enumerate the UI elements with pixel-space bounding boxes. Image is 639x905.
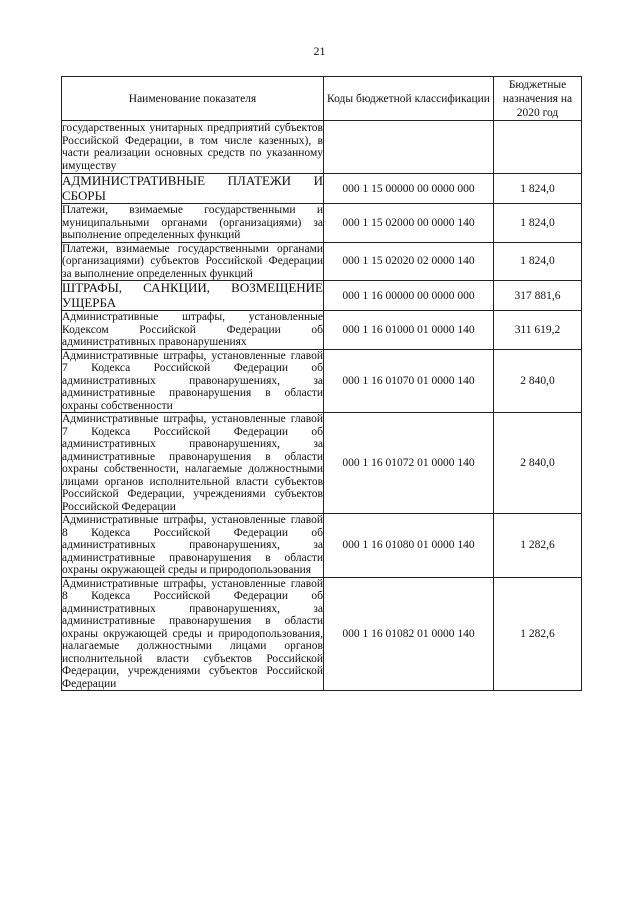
row-name: ШТРАФЫ, САНКЦИИ, ВОЗМЕЩЕНИЕ УЩЕРБА <box>62 280 323 310</box>
row-code: 000 1 16 00000 00 0000 000 <box>324 281 494 311</box>
row-code: 000 1 16 01070 01 0000 140 <box>324 349 494 413</box>
table-row <box>62 121 582 174</box>
table-row <box>62 281 582 311</box>
row-amount: 1 282,6 <box>494 514 582 578</box>
row-name: Административные штрафы, установленные главой 8 Кодекса Российской Федерации об административных правонарушениях, за административные правонарушения в области охраны окружающей среды и природопользования <box>62 514 323 576</box>
row-name: Платежи, взимаемые государственными и муниципальными органами (организациями) за выполнение определенных функций <box>62 204 323 241</box>
row-name: Платежи, взимаемые государственными органами (организациями) субъектов Российской Федерации за выполнение определенных функций <box>62 242 323 280</box>
row-name: Административные штрафы, установленные главой 7 Кодекса Российской Федерации об административных правонарушениях, за административные правонарушения в области охраны собственности, налагаемые должностными лицами органов исполнительной власти субъектов Российской Федерации, учреждениями субъектов Российской Федерации <box>62 413 323 513</box>
row-code: 000 1 15 00000 00 0000 000 <box>324 174 494 204</box>
row-name: АДМИНИСТРАТИВНЫЕ ПЛАТЕЖИ И СБОРЫ <box>62 173 323 203</box>
row-code: 000 1 16 01000 01 0000 140 <box>324 311 494 350</box>
row-name: Административные штрафы, установленные Кодексом Российской Федерации об административных правонарушениях <box>62 311 323 348</box>
row-code: 000 1 15 02020 02 0000 140 <box>324 242 494 281</box>
row-amount: 317 881,6 <box>494 281 582 311</box>
row-amount <box>494 121 582 174</box>
page-number: 21 <box>313 44 326 58</box>
row-code <box>324 121 494 174</box>
table-row <box>62 242 582 281</box>
header-amount: Бюджетные назначения на 2020 год <box>494 77 582 121</box>
row-amount: 1 282,6 <box>494 577 582 691</box>
row-code: 000 1 15 02000 00 0000 140 <box>324 204 494 243</box>
table-header-row <box>62 77 582 121</box>
table-row <box>62 311 582 350</box>
row-amount: 2 840,0 <box>494 413 582 514</box>
row-amount: 311 619,2 <box>494 311 582 350</box>
table-row <box>62 174 582 204</box>
header-name: Наименование показателя <box>62 77 324 121</box>
budget-table <box>61 76 582 691</box>
table-row <box>62 413 582 514</box>
table-row <box>62 577 582 691</box>
table-row <box>62 204 582 243</box>
header-code: Коды бюджетной классификации <box>324 77 494 121</box>
row-amount: 1 824,0 <box>494 204 582 243</box>
table-row <box>62 349 582 413</box>
row-name: Административные штрафы, установленные главой 7 Кодекса Российской Федерации об административных правонарушениях, за административные правонарушения в области охраны собственности <box>62 349 323 412</box>
row-name: государственных унитарных предприятий субъектов Российской Федерации, в том числе казенных), в части реализации основных средств по указанному имуществу <box>62 122 323 172</box>
row-amount: 1 824,0 <box>494 174 582 204</box>
row-name: Административные штрафы, установленные главой 8 Кодекса Российской Федерации об административных правонарушениях, за административные правонарушения в области охраны окружающей среды и природопользования, налагаемые должностными лицами органов исполнительной власти субъектов Российской Федерации, учреждениями субъектов Российской Федерации <box>62 577 323 690</box>
row-code: 000 1 16 01082 01 0000 140 <box>324 577 494 691</box>
row-code: 000 1 16 01080 01 0000 140 <box>324 514 494 578</box>
row-amount: 2 840,0 <box>494 349 582 413</box>
row-amount: 1 824,0 <box>494 242 582 281</box>
row-code: 000 1 16 01072 01 0000 140 <box>324 413 494 514</box>
table-row <box>62 514 582 578</box>
